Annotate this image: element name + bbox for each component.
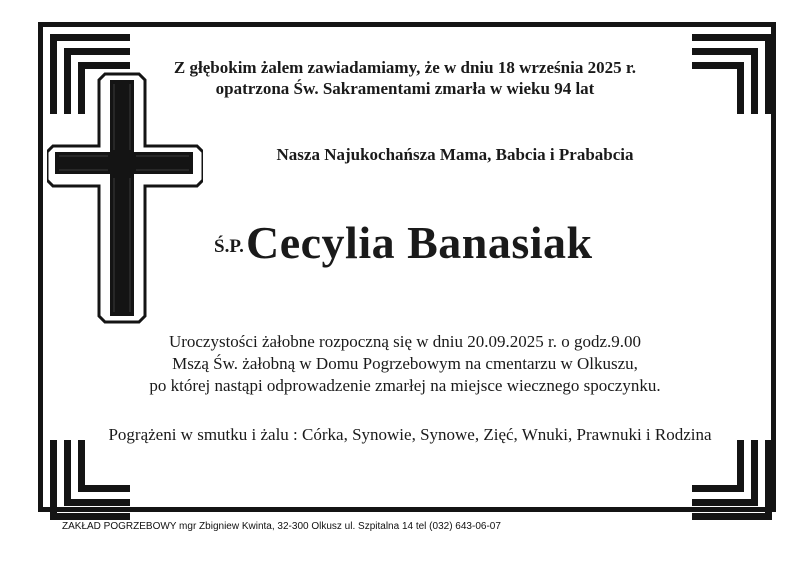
intro-line-1: Z głębokim żalem zawiadamiamy, że w dniu 18 września 2025 r. (173, 58, 637, 77)
cross-icon (47, 72, 203, 324)
sp-prefix: Ś.P. (214, 236, 244, 257)
deceased-name: Cecylia Banasiak (246, 217, 593, 268)
ceremony-details (110, 331, 700, 397)
ceremony-line-1: Uroczystości żałobne rozpoczną się w dniu 20.09.2025 r. o godz.9.00 (168, 332, 642, 351)
relation-line: Nasza Najukochańsza Mama, Babcia i Prababcia (276, 145, 634, 164)
corner-ornament-top-right-icon (692, 34, 772, 114)
ceremony-line-2: Mszą Św. żałobną w Domu Pogrzebowym na cmentarzu w Olkuszu, (172, 354, 638, 373)
funeral-home-footer: ZAKŁAD POGRZEBOWY mgr Zbigniew Kwinta, 32-300 Olkusz ul. Szpitalna 14 tel (032) 643-06-07 (62, 521, 501, 532)
corner-ornament-bottom-right-icon (692, 440, 772, 520)
ceremony-line-3: po której nastąpi odprowadzenie zmarłej na miejsce wiecznego spoczynku. (149, 376, 661, 395)
intro-line-2: opatrzona Św. Sakramentami zmarła w wieku 94 lat (215, 79, 595, 98)
death-announcement (140, 57, 670, 99)
corner-ornament-bottom-left-icon (50, 440, 130, 520)
mourners-line: Pogrążeni w smutku i żalu : Córka, Synowie, Synowe, Zięć, Wnuki, Prawnuki i Rodzina (108, 425, 712, 444)
